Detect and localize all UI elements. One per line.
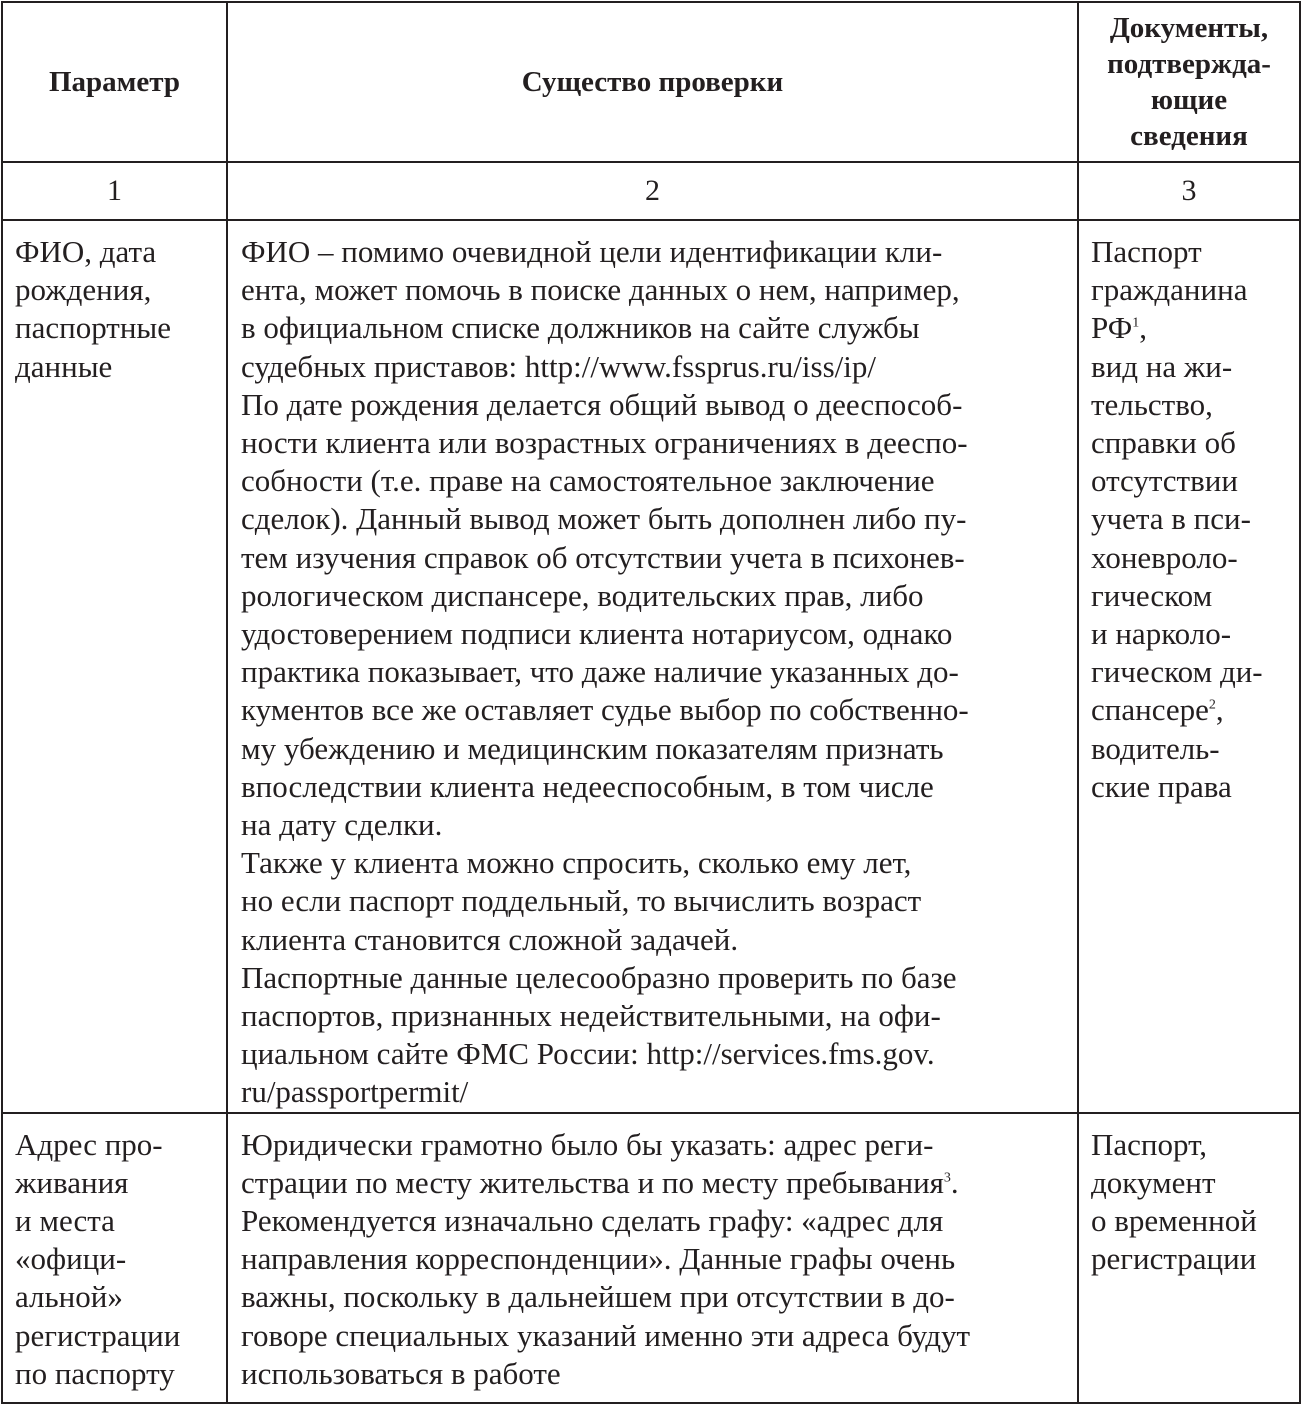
footnote-marker: 3 (943, 1170, 951, 1186)
text-line: «офици- (15, 1241, 127, 1277)
text-line: му убеждению и медицинским показателям признать (241, 730, 944, 766)
document-table (1, 1, 1301, 1404)
header-documents-line: подтвержда- (1107, 48, 1271, 80)
text-line: По дате рождения делается общий вывод о дееспособ- (241, 386, 963, 422)
text-line: Также у клиента можно спросить, сколько ему лет, (241, 845, 912, 881)
text-line: удостоверением подписи клиента нотариусом, однако (241, 616, 953, 652)
text-line: Адрес про- (15, 1126, 163, 1162)
column-number-3: 3 (1078, 162, 1300, 220)
parameter-cell (2, 1113, 227, 1403)
text-line (1091, 691, 1299, 729)
footnote-marker: 1 (1132, 316, 1140, 332)
text-line: ские права (1091, 768, 1232, 804)
documents-cell (1078, 220, 1300, 1113)
text-line: Паспортные данные целесообразно проверить по базе (241, 959, 957, 995)
header-documents-line: сведения (1130, 120, 1248, 152)
text-fragment: РФ (1091, 310, 1133, 346)
text-line: впоследствии клиента недееспособным, в том числе (241, 768, 934, 804)
text-line: на дату сделки. (241, 807, 443, 843)
table-row (2, 1113, 1300, 1403)
text-line: гическом ди- (1091, 654, 1263, 690)
text-line: паспортов, признанных недействительными, на офи- (241, 998, 941, 1034)
header-documents-line: Документы, (1109, 12, 1269, 44)
text-line: важны, поскольку в дальнейшем при отсутствии в до- (241, 1279, 955, 1315)
parameter-cell (2, 220, 227, 1113)
text-line: паспортные (15, 310, 172, 346)
text-line (241, 1164, 1077, 1202)
text-line: и нарколо- (1091, 616, 1232, 652)
text-line: тем изучения справок об отсутствии учета в психонев- (241, 539, 965, 575)
check-essence-cell (227, 220, 1078, 1113)
text-line: рологическом диспансере, водительских прав, либо (241, 577, 924, 613)
text-line: циальном сайте ФМС России: http://services.fms.gov. (241, 1036, 935, 1072)
text-line: хоневроло- (1091, 539, 1238, 575)
column-number-2: 2 (227, 162, 1078, 220)
text-line: отсутствии (1091, 463, 1238, 499)
header-row (2, 2, 1300, 162)
text-line: по паспорту (15, 1355, 175, 1391)
text-line: вид на жи- (1091, 348, 1233, 384)
text-line: ru/passportpermit/ (241, 1074, 469, 1110)
text-line: учета в пси- (1091, 501, 1251, 537)
text-fragment: , (1139, 310, 1147, 346)
text-line: регистрации (1091, 1241, 1257, 1277)
text-line: судебных приставов: http://www.fssprus.ru/iss/ip/ (241, 348, 876, 384)
text-line: ента, может помочь в поиске данных о нем, например, (241, 272, 960, 308)
header-check-essence: Существо проверки (227, 2, 1078, 162)
text-line: Юридически грамотно было бы указать: адрес реги- (241, 1126, 934, 1162)
text-line: альной» (15, 1279, 123, 1315)
table-row (2, 220, 1300, 1113)
text-line: документ (1091, 1164, 1216, 1200)
text-line: и места (15, 1203, 115, 1239)
text-line: практика показывает, что даже наличие указанных до- (241, 654, 959, 690)
text-line: о временной (1091, 1203, 1257, 1239)
text-line: кументов все же оставляет судье выбор по собственно- (241, 692, 969, 728)
text-line: рождения, (15, 272, 152, 308)
text-line: гическом (1091, 577, 1213, 613)
text-line: справки об (1091, 425, 1236, 461)
text-line: живания (15, 1164, 129, 1200)
text-line: клиента становится сложной задачей. (241, 921, 739, 957)
text-fragment: страции по месту жительства и по месту пребывания (241, 1164, 944, 1200)
text-line: водитель- (1091, 730, 1220, 766)
text-line: говоре специальных указаний именно эти адреса будут (241, 1317, 971, 1353)
text-line: направления корреспонденции». Данные графы очень (241, 1241, 956, 1277)
column-number-row (2, 162, 1300, 220)
text-line: гражданина (1091, 272, 1248, 308)
text-fragment: , (1215, 692, 1224, 728)
text-line: собности (т.е. праве на самостоятельное заключение (241, 463, 935, 499)
text-line: но если паспорт поддельный, то вычислить возраст (241, 883, 922, 919)
text-line: ности клиента или возрастных ограничениях в дееспо- (241, 425, 968, 461)
column-number-1: 1 (2, 162, 227, 220)
text-line: Паспорт, (1091, 1126, 1208, 1162)
check-essence-cell (227, 1113, 1078, 1403)
text-fragment: . (950, 1164, 959, 1200)
documents-cell (1078, 1113, 1300, 1403)
header-documents (1078, 2, 1300, 162)
header-parameter: Параметр (2, 2, 227, 162)
text-line: в официальном списке должников на сайте службы (241, 310, 920, 346)
text-line: ФИО, дата (15, 234, 157, 269)
text-fragment: спансере (1091, 692, 1209, 728)
text-line: ФИО – помимо очевидной цели идентификации кли- (241, 234, 943, 269)
text-line (1091, 309, 1299, 347)
text-line: Рекомендуется изначально сделать графу: «адрес для (241, 1203, 944, 1239)
footnote-marker: 2 (1208, 698, 1216, 714)
text-line: тельство, (1091, 386, 1213, 422)
text-line: данные (15, 348, 113, 384)
text-line: сделок). Данный вывод может быть дополнен либо пу- (241, 501, 967, 537)
text-line: использоваться в работе (241, 1355, 561, 1391)
header-documents-line: ющие (1150, 84, 1228, 116)
text-line: Паспорт (1091, 234, 1202, 269)
text-line: регистрации (15, 1317, 181, 1353)
